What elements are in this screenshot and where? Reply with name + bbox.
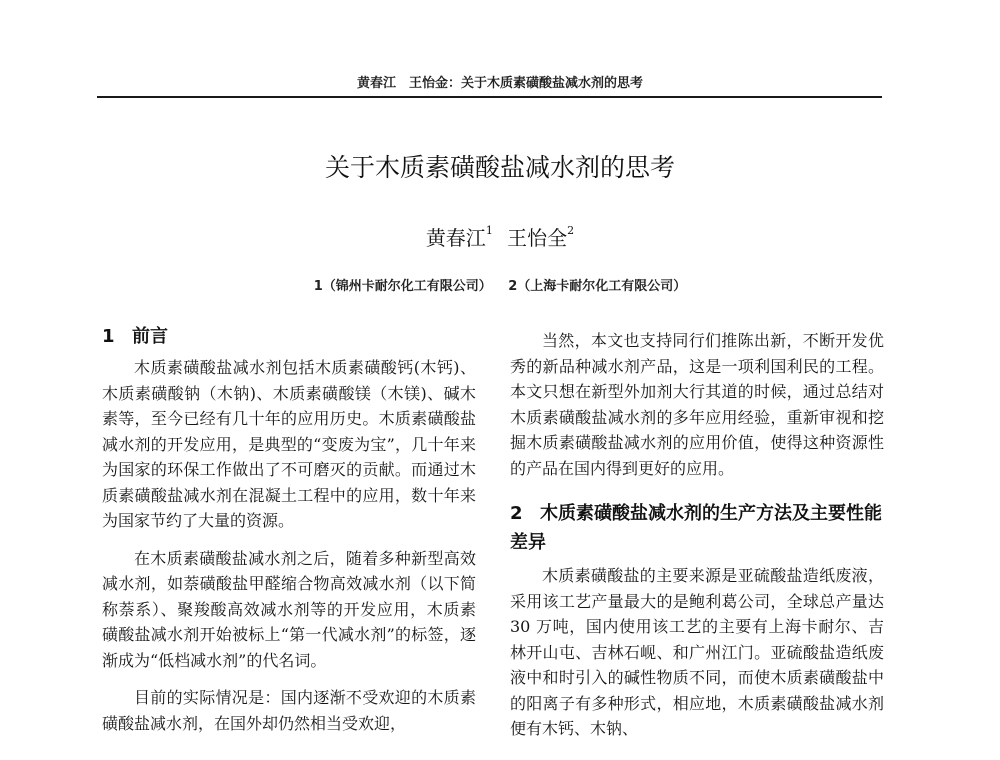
section-1-heading	[102, 322, 476, 351]
header-rule	[97, 96, 882, 98]
paragraph-intro-1: 木质素磺酸盐减水剂包括木质素磺酸钙(木钙)、木质素磺酸钠（木钠)、木质素磺酸镁（木镁)、碱木素等，至今已经有几十年的应用历史。木质素磺酸盐减水剂的开发应用，是典型的“变废为宝”，几十年来为国家的环保工作做出了不可磨灭的贡献。而通过木质素磺酸盐减水剂在混凝土工程中的应用，数十年来为国家节约了大量的资源。	[102, 358, 476, 530]
section-1-number: 1	[102, 326, 115, 347]
author-1-name: 黄春江	[425, 226, 486, 250]
author-line	[0, 222, 1000, 251]
author-1-mark: 1	[485, 224, 493, 238]
author-2	[507, 226, 574, 250]
paragraph-intro-4: 当然，本文也支持同行们推陈出新，不断开发优秀的新品种减水剂产品，这是一项利国利民的工程。本文只想在新型外加剂大行其道的时候，通过总结对木质素磺酸盐减水剂的多年应用经验，重新审视和挖掘木质素磺酸盐减水剂的应用价值，使得这种资源性的产品在国内得到更好的应用。	[510, 331, 884, 478]
left-column	[102, 322, 476, 748]
section-2-number: 2	[510, 503, 523, 524]
paragraph-intro-2: 在木质素磺酸盐减水剂之后，随着多种新型高效减水剂，如萘磺酸盐甲醛缩合物高效减水剂（以下简称萘系）、聚羧酸高效减水剂等的开发应用，木质素磺酸盐减水剂开始被标上“第一代减水剂”的标签，逐渐成为“低档减水剂”的代名词。	[102, 548, 476, 670]
right-column	[510, 322, 884, 754]
affiliation-line	[0, 275, 1000, 294]
paragraph-intro-3: 目前的实际情况是：国内逐渐不受欢迎的木质素磺酸盐减水剂，在国外却仍然相当受欢迎，	[102, 688, 476, 733]
running-header: 黄春江 王怡金：关于木质素磺酸盐减水剂的思考	[356, 76, 643, 91]
affiliation-2: 2（上海卡耐尔化工有限公司）	[508, 279, 687, 294]
section-1-title: 前言	[132, 326, 168, 347]
author-2-name: 王怡全	[507, 226, 568, 250]
paragraph-section-2: 木质素磺酸盐的主要来源是亚硫酸盐造纸废液，采用该工艺产量最大的是鲍利葛公司，全球总产量达 30 万吨，国内使用该工艺的主要有上海卡耐尔、吉林开山屯、吉林石岘、和广州江门。亚硫酸盐造纸废液中和时引入的碱性物质不同，而使木质素磺酸盐中的阳离子有多种形式，相应地，木质素磺酸盐减水剂便有木钙、木钠、	[510, 566, 884, 738]
author-1	[426, 226, 493, 250]
paper-title: 关于木质素磺酸盐减水剂的思考	[324, 153, 675, 182]
author-2-mark: 2	[567, 224, 575, 238]
section-2-title: 木质素磺酸盐减水剂的生产方法及主要性能差异	[510, 503, 882, 553]
affiliation-1: 1（锦州卡耐尔化工有限公司）	[313, 279, 492, 294]
section-2-heading	[510, 499, 884, 557]
